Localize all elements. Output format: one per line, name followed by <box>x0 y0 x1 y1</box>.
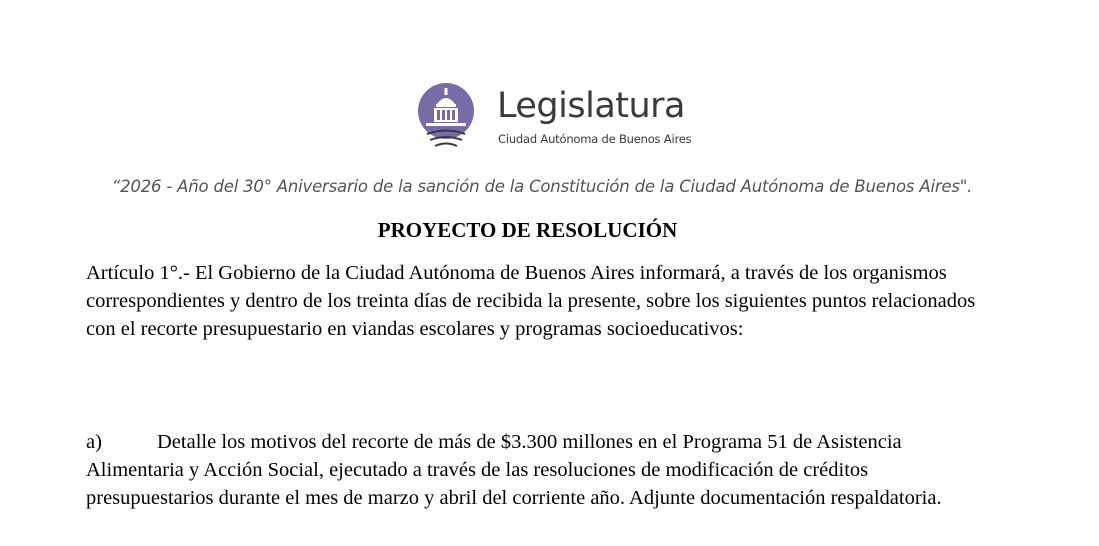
logo-name: Legislatura <box>497 86 686 126</box>
article-1-paragraph: Artículo 1°.- El Gobierno de la Ciudad Autónoma de Buenos Aires informará, a través de los organismos correspondientes y dentro de los treinta días de recibida la presente, sobre los siguientes puntos relacionados con el recorte presupuestario en viandas escolares y programas socioeducativos: <box>86 262 976 340</box>
header-motto: “2026 - Año del 30° Aniversario de la sanción de la Constitución de la Ciudad Autónoma de Buenos Aires". <box>111 177 973 196</box>
logo-subtitle: Ciudad Autónoma de Buenos Aires <box>498 132 692 146</box>
legislatura-dome-icon <box>417 82 475 148</box>
document-body <box>86 259 986 343</box>
document-title: PROYECTO DE RESOLUCIÓN <box>377 218 678 242</box>
list-item-marker: a) <box>86 431 102 453</box>
legislatura-logo <box>417 82 692 150</box>
list-item-text: Detalle los motivos del recorte de más de $3.300 millones en el Programa 51 de Asistencia Alimentaria y Acción Social, ejecutado a través de las resoluciones de modificación de créditos presupuestarios durante el mes de marzo y abril del corriente año. Adjunte documentación respaldatoria. <box>86 431 942 509</box>
list-item <box>86 428 986 512</box>
